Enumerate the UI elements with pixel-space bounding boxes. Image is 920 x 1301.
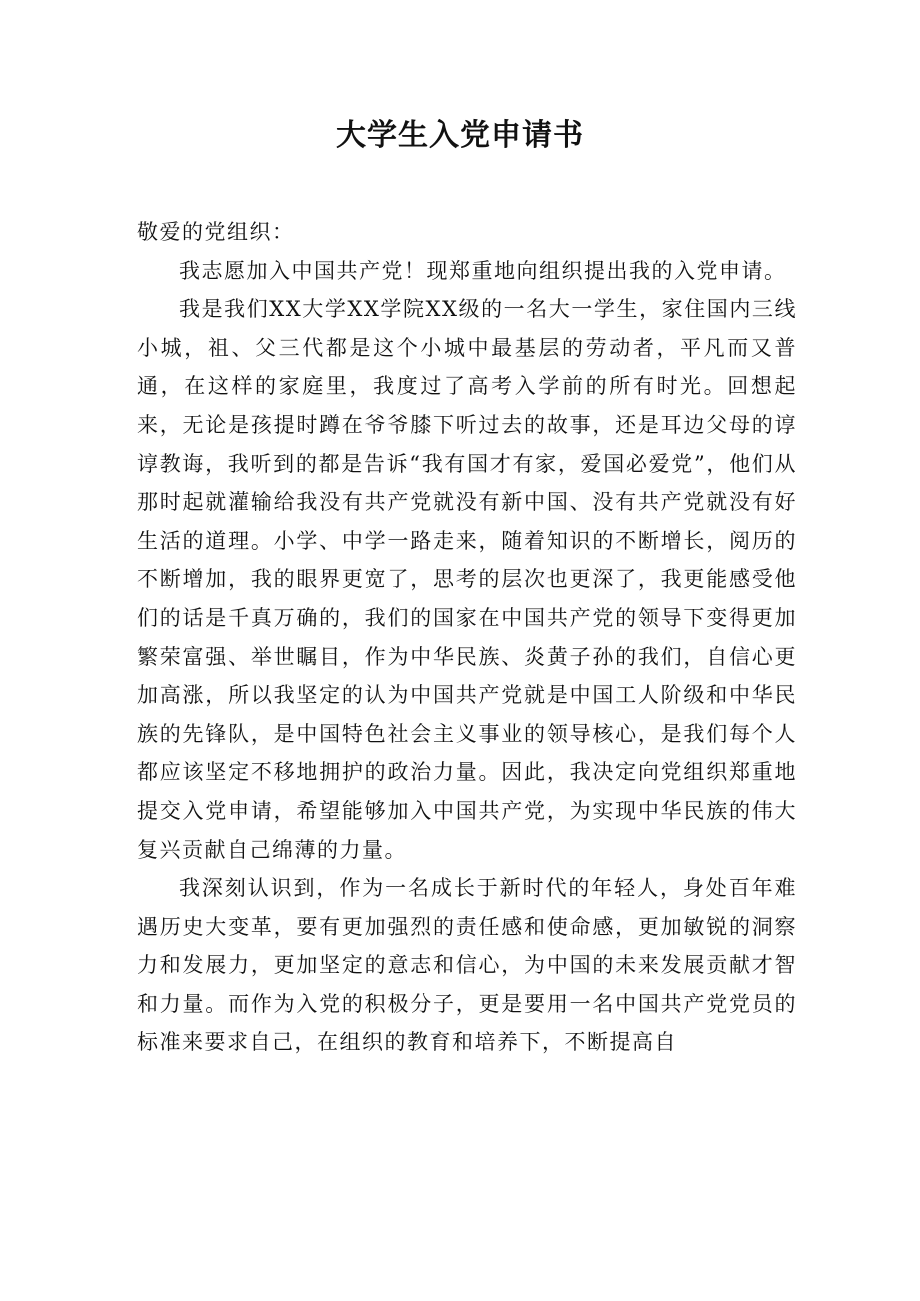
paragraph-3: 我深刻认识到，作为一名成长于新时代的年轻人，身处百年难遇历史大变革，要有更加强烈的责任感和使命感，更加敏锐的洞察力和发展力，更加坚定的意志和信心，为中国的未来发展贡献才智和力量。而作为入党的积极分子，更是要用一名中国共产党党员的标准来要求自己，在组织的教育和培养下，不断提高自: [137, 876, 797, 1055]
document-body: [137, 213, 797, 1062]
document-title: 大学生入党申请书: [336, 118, 584, 153]
paragraph-2: 我是我们XX大学XX学院XX级的一名大一学生，家住国内三线小城，祖、父三代都是这个小城中最基层的劳动者，平凡而又普通，在这样的家庭里，我度过了高考入学前的所有时光。回想起来，无论是孩提时蹲在爷爷膝下听过去的故事，还是耳边父母的谆谆教诲，我听到的都是告诉“我有国才有家，爱国必爱党”，他们从那时起就灌输给我没有共产党就没有新中国、没有共产党就没有好生活的道理。小学、中学一路走来，随着知识的不断增长，阅历的不断增加，我的眼界更宽了，思考的层次也更深了，我更能感受他们的话是千真万确的，我们的国家在中国共产党的领导下变得更加繁荣富强、举世瞩目，作为中华民族、炎黄子孙的我们，自信心更加高涨，所以我坚定的认为中国共产党就是中国工人阶级和中华民族的先锋队，是中国特色社会主义事业的领导核心，是我们每个人都应该坚定不移地拥护的政治力量。因此，我决定向党组织郑重地提交入党申请，希望能够加入中国共产党，为实现中华民族的伟大复兴贡献自己绵薄的力量。: [137, 297, 797, 862]
salutation: 敬爱的党组织：: [137, 220, 295, 244]
paragraph-1: 我志愿加入中国共产党！现郑重地向组织提出我的入党申请。: [179, 258, 787, 283]
